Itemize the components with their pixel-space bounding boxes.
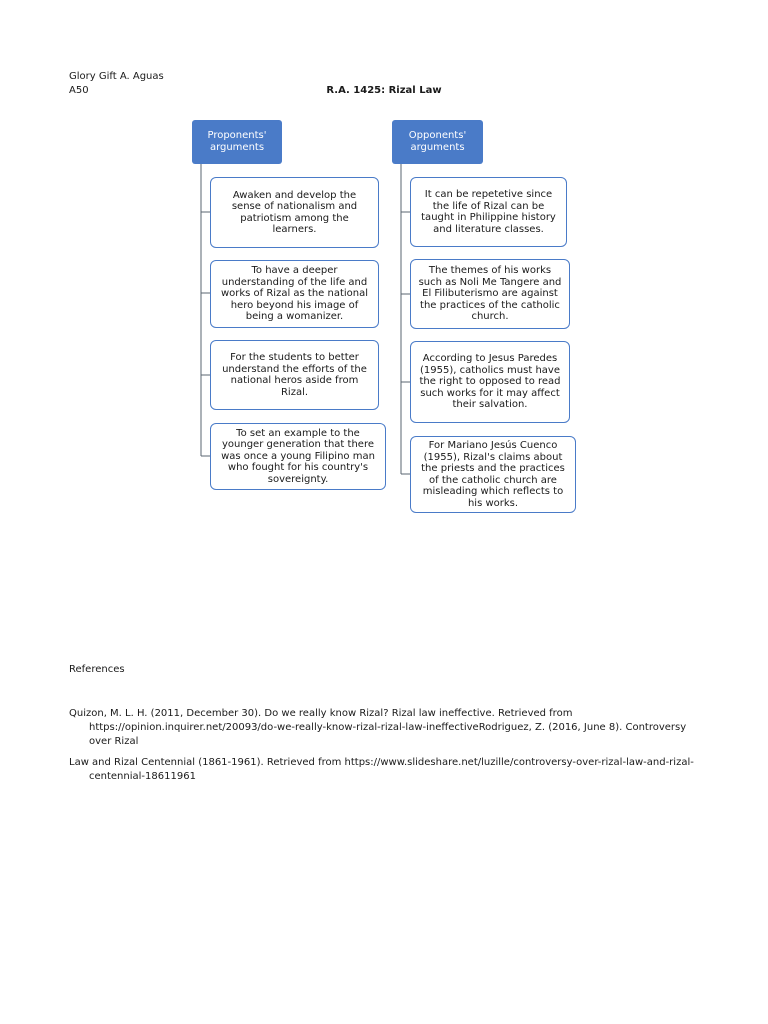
page-title: R.A. 1425: Rizal Law	[326, 85, 442, 96]
opponents-argument-4: For Mariano Jesús Cuenco (1955), Rizal's claims about the priests and the practices of the catholic church are misleading which reflects to his works.	[410, 436, 576, 513]
opponents-argument-2: The themes of his works such as Noli Me Tangere and El Filibuterismo are against the practices of the catholic church.	[410, 259, 570, 329]
opponents-argument-1: It can be repetetive since the life of Rizal can be taught in Philippine history and literature classes.	[410, 177, 567, 247]
proponents-heading: Proponents' arguments	[192, 120, 282, 164]
opponents-heading: Opponents' arguments	[392, 120, 483, 164]
proponents-argument-1: Awaken and develop the sense of nationalism and patriotism among the learners.	[210, 177, 379, 248]
proponents-argument-2: To have a deeper understanding of the life and works of Rizal as the national hero beyond his image of being a womanizer.	[210, 260, 379, 328]
reference-entry-1: Quizon, M. L. H. (2011, December 30). Do we really know Rizal? Rizal law ineffective. Retrieved from https://opinion.inquirer.net/20093/do-we-really-know-rizal-rizal-law-ineffectiveRodriguez, Z. (2016, June 8). Controversy over Rizal	[69, 708, 687, 747]
author-name: Glory Gift A. Aguas	[69, 71, 164, 82]
proponents-argument-3: For the students to better understand the efforts of the national heros aside from Rizal.	[210, 340, 379, 410]
opponents-argument-3: According to Jesus Paredes (1955), catholics must have the right to opposed to read such works for it may affect their salvation.	[410, 341, 570, 423]
section-code: A50	[69, 85, 89, 96]
references-heading: References	[69, 664, 125, 675]
proponents-argument-4: To set an example to the younger generation that there was once a young Filipino man who fought for his country's sovereignty.	[210, 423, 386, 490]
reference-entry-2: Law and Rizal Centennial (1861-1961). Retrieved from https://www.slideshare.net/luzille/controversy-over-rizal-law-and-rizal-centennial-18611961	[69, 757, 694, 782]
